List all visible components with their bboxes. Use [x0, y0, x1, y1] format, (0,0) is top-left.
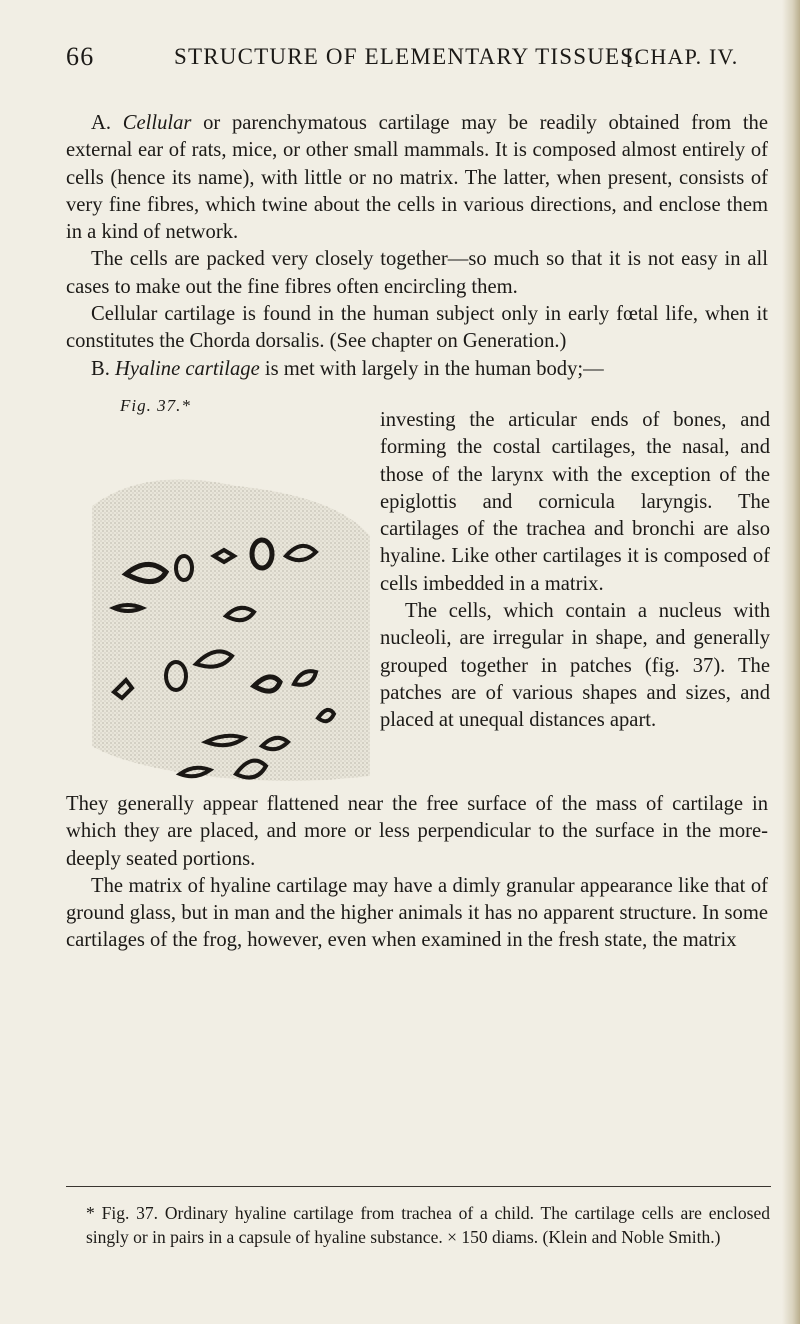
footnote-rule — [66, 1186, 771, 1187]
term-hyaline: Hyaline cartilage — [115, 357, 260, 380]
term-cellular: Cellular — [122, 112, 192, 134]
footnote: * Fig. 37. Ordinary hyaline cartilage from trachea of a child. The cartilage cells are enclosed singly or in pairs in a capsule of hyaline substance. × 150 diams. (Klein and Noble Smith.) — [86, 1203, 770, 1247]
paragraph-text: or parenchymatous cartilage may be readily obtained from the external ear of rats, mice, or other small mammals. It is composed almost entirely of cells (hence its name), with little or no matrix. The latter, when present, consists of very fine fibres, which twine about the cells in various directions, and enclose them in a kind of network. — [66, 112, 768, 244]
section-lead: A. — [91, 112, 112, 134]
body-text-top — [66, 110, 768, 383]
paragraph-after-figure: They generally appear flattened near the free surface of the mass of cartilage in which they are placed, and more or less perpendicular to the surface in the more-deeply seated portions. — [66, 793, 768, 870]
hyaline-cells-paragraph: The cells, which contain a nucleus with nucleoli, are irregular in shape, and generally grouped together in patches (fig. 37). The patches are of various shapes and sizes, and placed at unequal distances apart. — [380, 600, 770, 732]
running-header — [66, 42, 766, 82]
page-edge-shadow — [782, 0, 800, 1324]
body-text-bottom — [66, 791, 768, 955]
paragraph-cells-packed: The cells are packed very closely together—so much so that it is not easy in all cases to make out the fine fibres often encircling them. — [66, 248, 768, 298]
hyaline-wrapped-paragraph: investing the articular ends of bones, and forming the costal cartilages, the nasal, and those of the larynx with the exception of the epiglottis and cornicula laryngis. The cartilages of the trachea and bronchi are also hyaline. Like other cartilages it is composed of cells imbedded in a matrix. — [380, 409, 770, 595]
paragraph-matrix: The matrix of hyaline cartilage may have a dimly granular appearance like that of ground glass, but in man and the higher animals it has no apparent structure. In some cartilages of the frog, however, even when examined in the fresh state, the matrix — [66, 874, 768, 952]
page-number: 66 — [66, 42, 95, 71]
hyaline-wrapped-text — [380, 407, 770, 735]
running-title: STRUCTURE OF ELEMENTARY TISSUES. — [174, 44, 642, 69]
figure-hyaline-cartilage — [86, 346, 372, 786]
hyaline-first-line: is met with largely in the human body;— — [259, 357, 604, 380]
paragraph-foetal: Cellular cartilage is found in the human subject only in early fœtal life, when it constitutes the Chorda dorsalis. (See chapter on Generation.) — [66, 303, 768, 353]
figure-label: Fig. 37.* — [120, 396, 191, 415]
chapter-marker: [CHAP. IV. — [626, 44, 739, 69]
paragraph-cellular — [66, 110, 768, 246]
section-lead-b: B. — [91, 357, 110, 380]
